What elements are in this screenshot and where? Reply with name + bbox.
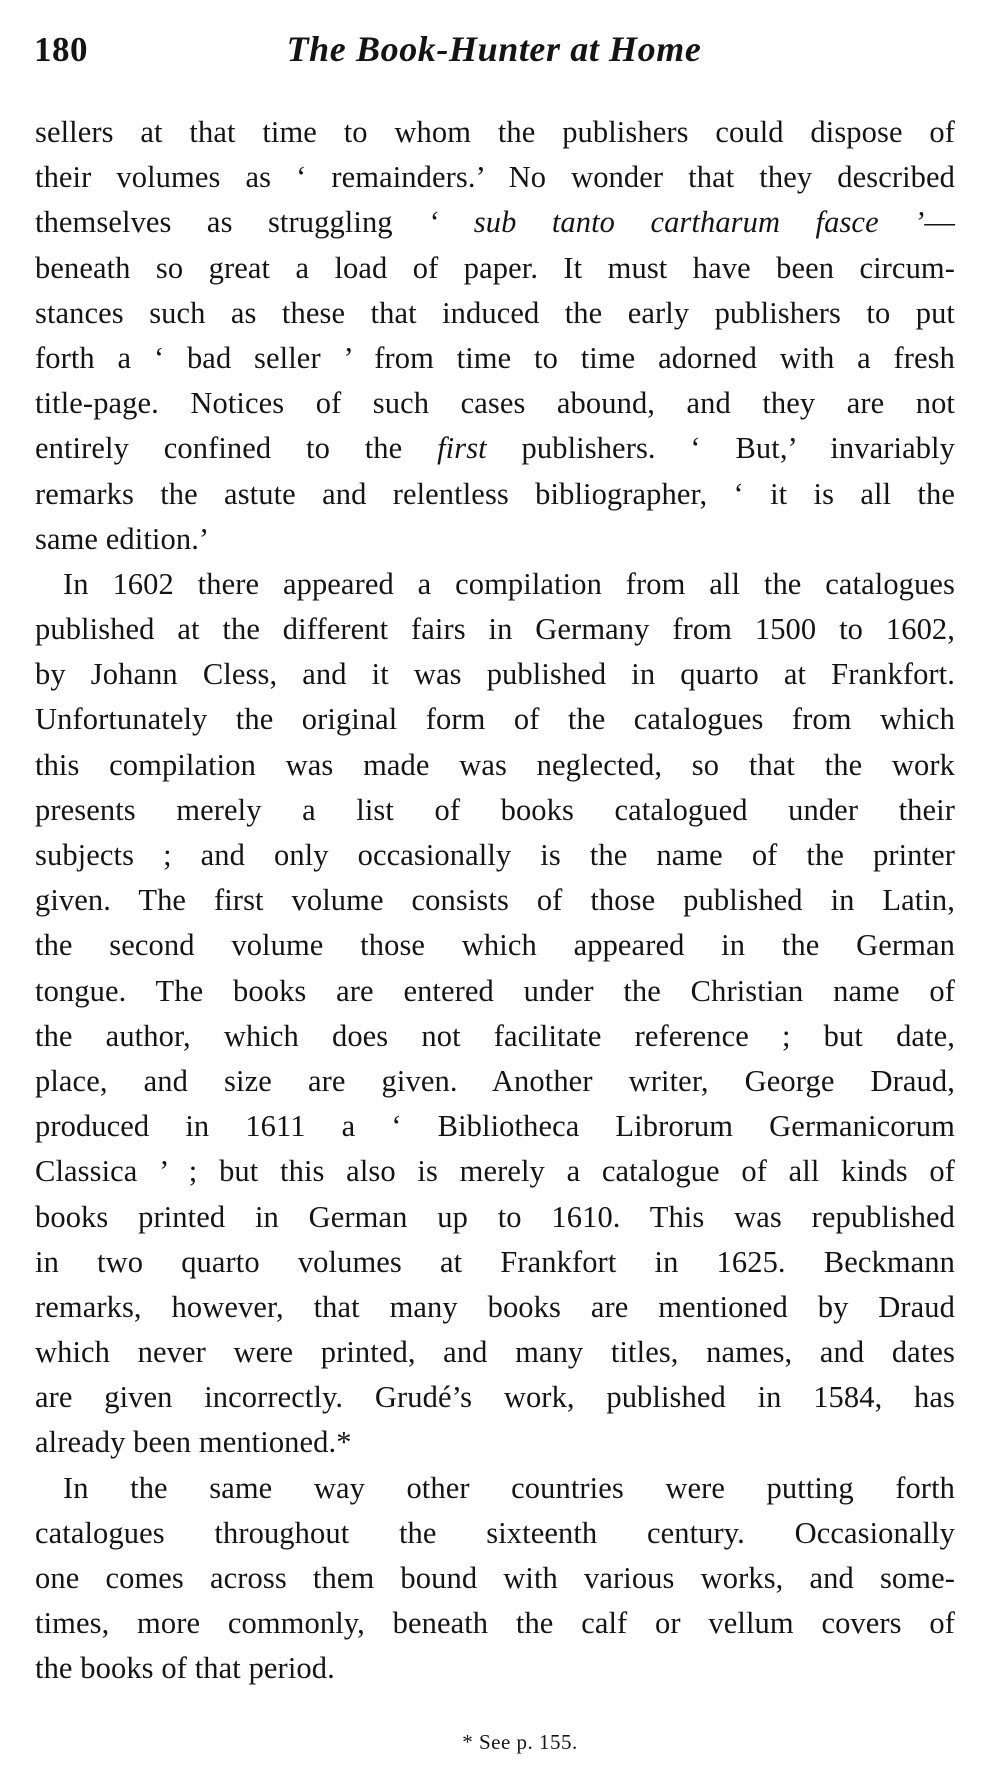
- text-line: already been mentioned.*: [35, 1425, 352, 1460]
- page-number: 180: [34, 30, 88, 69]
- text-line: times, more commonly, beneath the calf or vellum covers of: [35, 1606, 955, 1641]
- text-line: tongue. The books are entered under the Christian name of: [35, 973, 955, 1008]
- text-line: one comes across them bound with various works, and some-: [35, 1561, 955, 1595]
- text-line: are given incorrectly. Grudé’s work, published in 1584, has: [35, 1380, 955, 1415]
- text-line: sellers at that time to whom the publishers could dispose of: [35, 115, 955, 149]
- text-line: Unfortunately the original form of the catalogues from which: [35, 702, 955, 737]
- text-line: books printed in German up to 1610. This was republished: [35, 1199, 955, 1234]
- running-title: The Book-Hunter at Home: [286, 29, 702, 69]
- text-line: their volumes as ‘ remainders.’ No wonder that they described: [35, 160, 955, 195]
- footnote: [0, 1730, 1000, 1755]
- text-line: given. The first volume consists of those published in Latin,: [35, 883, 955, 918]
- text-line: Classica ’ ; but this also is merely a catalogue of all kinds of: [35, 1154, 955, 1189]
- text-line: forth a ‘ bad seller ’ from time to time adorned with a fresh: [35, 340, 955, 375]
- footnote-text: * See p. 155.: [462, 1730, 578, 1754]
- text-line: remarks the astute and relentless bibliographer, ‘ it is all the: [35, 476, 955, 511]
- text-line: which never were printed, and many titles, names, and dates: [35, 1335, 955, 1370]
- text-line: stances such as these that induced the early publishers to put: [35, 295, 955, 330]
- text-line: entirely confined to the first publishers. ‘ But,’ invariably: [35, 431, 955, 466]
- latin-phrase: ‘ sub tanto cartharum fasce ’: [428, 205, 925, 240]
- italic-word: first: [437, 431, 487, 466]
- text-line: published at the different fairs in Germany from 1500 to 1602,: [35, 612, 955, 647]
- text-line: catalogues throughout the sixteenth century. Occasionally: [35, 1515, 955, 1550]
- text-line: presents merely a list of books catalogued under their: [35, 792, 955, 827]
- text-line: same edition.’: [35, 521, 210, 556]
- text-line: place, and size are given. Another writer, George Draud,: [35, 1063, 955, 1098]
- running-head: [34, 22, 954, 82]
- text-line: by Johann Cless, and it was published in quarto at Frankfort.: [35, 657, 955, 692]
- text-line: this compilation was made was neglected, so that the work: [35, 747, 955, 782]
- text-line: in two quarto volumes at Frankfort in 1625. Beckmann: [35, 1244, 955, 1279]
- text-line: themselves as struggling ‘ sub tanto cartharum fasce ’—: [35, 205, 955, 240]
- text-line: title-page. Notices of such cases abound, and they are not: [35, 386, 955, 421]
- text-line: In 1602 there appeared a compilation from all the catalogues: [63, 566, 955, 601]
- text-line: remarks, however, that many books are mentioned by Draud: [35, 1289, 955, 1324]
- text-line: beneath so great a load of paper. It must have been circum-: [35, 250, 955, 285]
- text-line: the second volume those which appeared in the German: [35, 928, 955, 963]
- text-line: In the same way other countries were putting forth: [63, 1470, 955, 1505]
- text-line: produced in 1611 a ‘ Bibliotheca Librorum Germanicorum: [35, 1109, 955, 1144]
- text-line: subjects ; and only occasionally is the name of the printer: [35, 838, 955, 872]
- text-line: the books of that period.: [35, 1651, 335, 1686]
- text-line: the author, which does not facilitate reference ; but date,: [35, 1018, 955, 1053]
- body-text: [35, 110, 955, 1692]
